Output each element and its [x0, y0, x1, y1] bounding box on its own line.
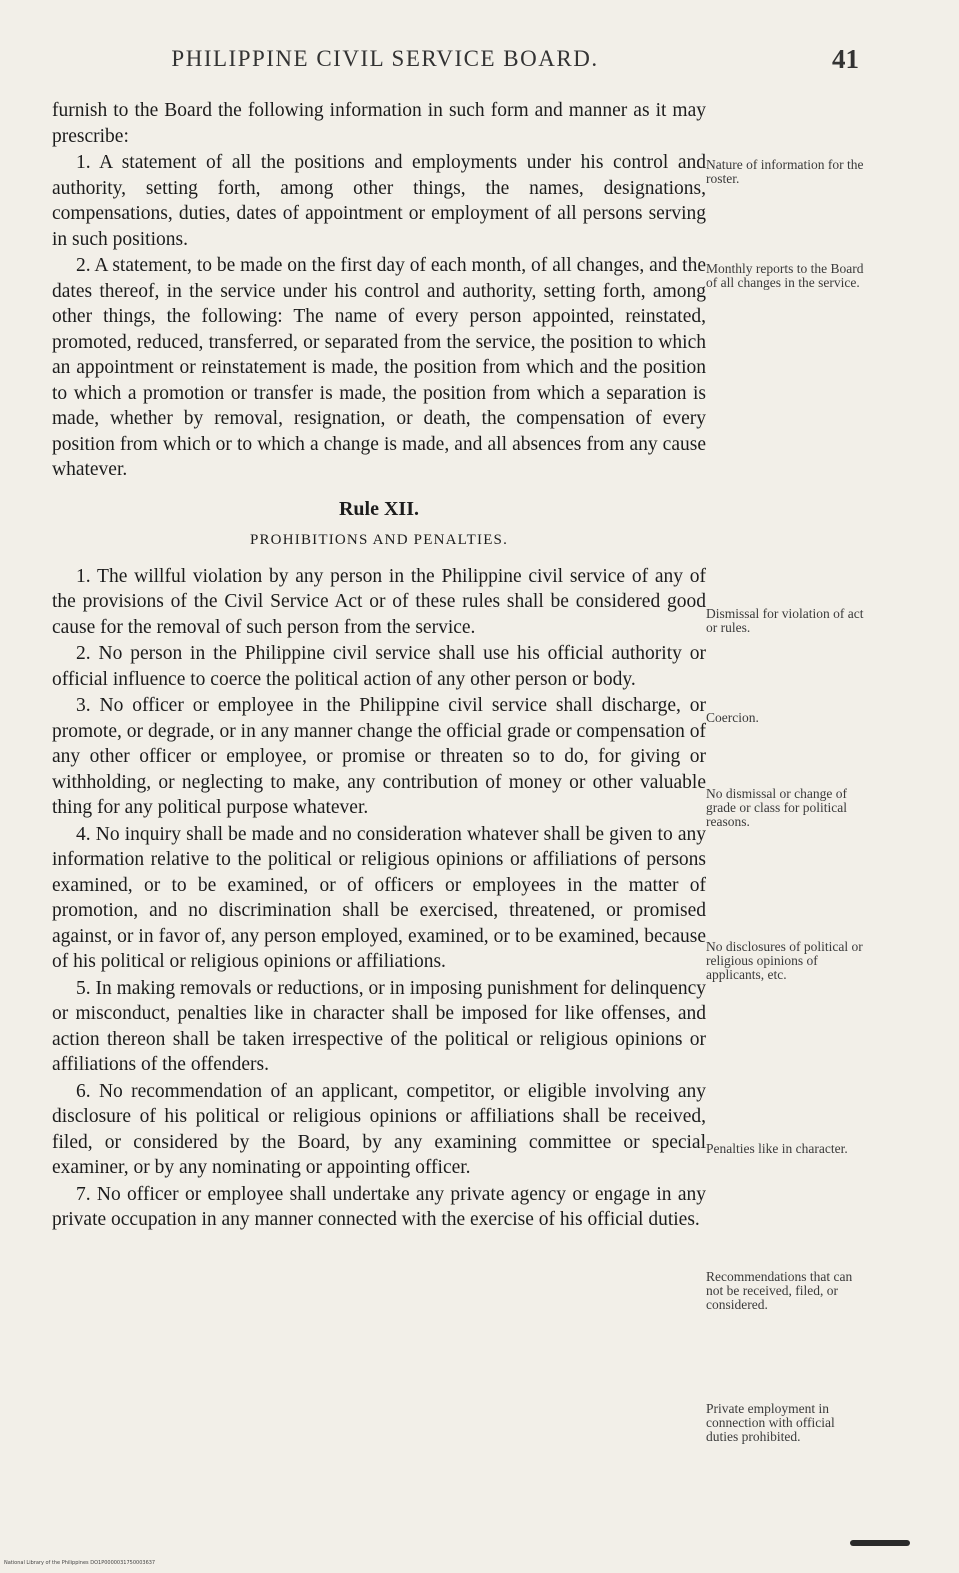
rule-xi-item-1: 1. A statement of all the positions and employments under his control and authority, setting forth, among other things, the names, designations, compensations, duties, dates of appointment or employment of all persons serving in such positions.: [52, 152, 706, 250]
rule-xii-item-5: 5. In making removals or reductions, or in imposing punishment for delinquency or misconduct, penalties like in character shall be imposed for like offenses, and action thereon shall be taken irrespective of the political or religious opinions or affiliations of the offenders.: [52, 977, 706, 1075]
running-head: PHILIPPINE CIVIL SERVICE BOARD.: [171, 46, 599, 71]
margin-note-penalties: Penalties like in character.: [706, 1141, 848, 1156]
rule-xii-item-4: 4. No inquiry shall be made and no consideration whatever shall be given to any information relative to the political or religious opinions or affiliations of persons examined, or to be examined, or of officers or employees in the matter of promotion, and no discrimination shall be exercised, threatened, or promised against, or in favor of, any person employed, examined, or to be examined, because of his political or religious opinions or affiliations.: [52, 823, 706, 972]
margin-note-coercion: Coercion.: [706, 710, 759, 725]
margin-note-monthly-reports: Monthly reports to the Board of all changes in the service.: [706, 261, 864, 290]
margin-note-recommendations: Recommendations that can not be received, filed, or considered.: [706, 1269, 853, 1312]
rule-xii-item-6: 6. No recommendation of an applicant, competitor, or eligible involving any disclosure of his political or religious opinions or affiliations shall be received, filed, or considered by the Board, by any examining committee or special examiner, or by any nominating or appointing officer.: [52, 1080, 706, 1178]
rule-xi-item-2: 2. A statement, to be made on the first day of each month, of all changes, and the dates thereof, in the service under his control and authority, setting forth, among other things, the following: The name of every person appointed, reinstated, promoted, reduced, transferred, or separated from the service, the position to which an appointment or reinstatement is made, the position from which and the position to which a promotion or transfer is made, the position from which a separation is made, whether by removal, resignation, or death, the compensation of every position from which or to which a change is made, and all absences from any cause whatever.: [52, 255, 706, 480]
scan-credit: National Library of the Philippines DO1P0000031750003637: [4, 1560, 156, 1566]
rule-xii-item-7: 7. No officer or employee shall undertake any private agency or engage in any private occupation in any manner connected with the exercise of his official duties.: [52, 1183, 706, 1230]
rule-xii-item-2: 2. No person in the Philippine civil service shall use his official authority or official influence to coerce the political action of any other person or body.: [52, 643, 706, 690]
margin-note-political-reasons: No dismissal or change of grade or class for political reasons.: [706, 786, 847, 829]
rule-subheading: PROHIBITIONS AND PENALTIES.: [249, 532, 509, 548]
margin-note-roster: Nature of information for the roster.: [706, 157, 864, 186]
rule-heading: Rule XII.: [338, 497, 419, 520]
scan-edge-mark: [850, 1540, 910, 1546]
rule-xii-item-1: 1. The willful violation by any person in the Philippine civil service of any of the provisions of the Civil Service Act or of these rules shall be considered good cause for the removal of such person from the service.: [52, 565, 706, 638]
margin-note-no-disclosures: No disclosures of political or religious opinions of applicants, etc.: [706, 939, 863, 982]
page-number: 41: [832, 44, 859, 74]
rule-xii-item-3: 3. No officer or employee in the Philippine civil service shall discharge, or promote, or degrade, or in any manner change the official grade or compensation of any other officer or employee, or promise or threaten so to do, for giving or withholding, or neglecting to make, any contribution of money or other valuable thing for any political purpose whatever.: [52, 695, 706, 818]
main-text-column: [52, 98, 706, 1234]
intro-paragraph: furnish to the Board the following information in such form and manner as it may prescribe:: [52, 100, 706, 147]
margin-note-private-employment: Private employment in connection with official duties prohibited.: [706, 1401, 835, 1444]
margin-note-dismissal: Dismissal for violation of act or rules.: [706, 606, 864, 635]
